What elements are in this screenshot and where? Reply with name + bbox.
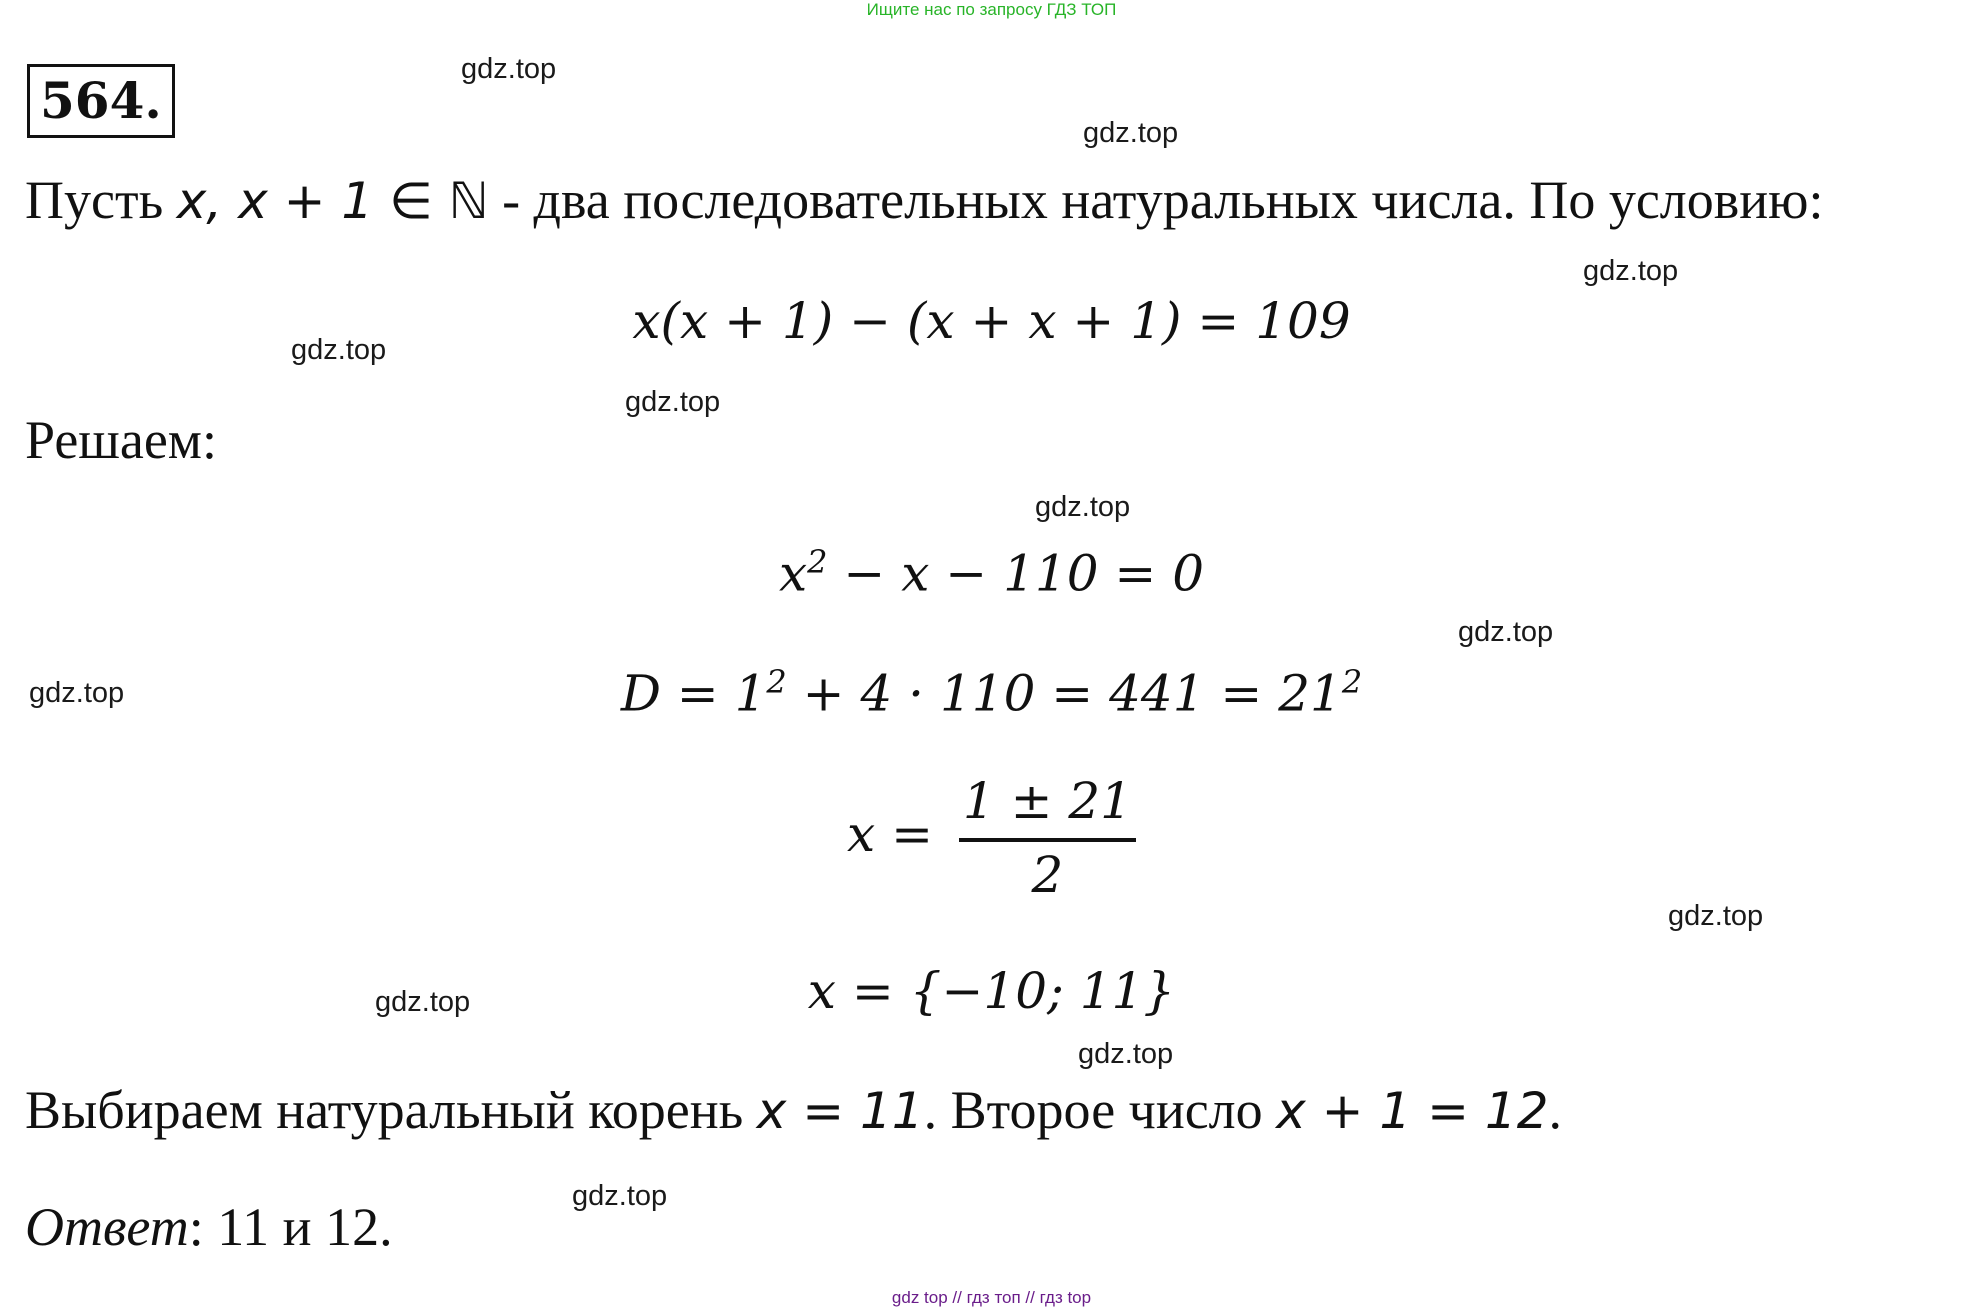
watermark: gdz.top xyxy=(572,1180,668,1212)
eq3-lhs: D = 1 xyxy=(620,664,767,723)
watermark: gdz.top xyxy=(291,334,387,366)
intro-suffix: - два последовательных натуральных числа. По условию: xyxy=(488,170,1824,230)
watermark: gdz.top xyxy=(1035,491,1131,523)
watermark: gdz.top xyxy=(29,677,125,709)
problem-number: 564. xyxy=(27,64,175,138)
equation-quadratic xyxy=(0,531,1983,605)
intro-line xyxy=(25,168,1823,233)
choose-math-2: x + 1 = 12 xyxy=(1276,1082,1549,1140)
solve-label: Решаем: xyxy=(25,410,217,470)
choose-suffix: . xyxy=(1548,1080,1563,1140)
watermark: gdz.top xyxy=(1458,616,1554,648)
choose-prefix: Выбираем натуральный корень xyxy=(25,1080,757,1140)
eq3-mid: + 4 · 110 = 441 = 21 xyxy=(786,664,1342,723)
choose-middle: . Второе число xyxy=(923,1080,1277,1140)
natural-set-symbol: ∈ ℕ xyxy=(373,172,489,230)
choose-math-1: x = 11 xyxy=(756,1082,924,1140)
fraction xyxy=(959,770,1136,906)
watermark: gdz.top xyxy=(1083,117,1179,149)
eq2-lhs: x xyxy=(778,544,808,603)
fraction-numerator: 1 ± 21 xyxy=(959,770,1136,842)
equation-condition: x(x + 1) − (x + x + 1) = 109 xyxy=(632,292,1351,350)
eq2-exponent: 2 xyxy=(807,543,828,581)
fraction-denominator: 2 xyxy=(1031,846,1064,904)
watermark: gdz.top xyxy=(1078,1038,1174,1070)
eq3-exponent-2: 2 xyxy=(1341,663,1363,701)
watermark: gdz.top xyxy=(375,986,471,1018)
intro-prefix: Пусть xyxy=(25,170,177,230)
eq2-rest: − x − 110 = 0 xyxy=(827,544,1205,603)
watermark: gdz.top xyxy=(625,386,721,418)
answer-line xyxy=(25,1195,393,1259)
intro-math: x, x + 1 xyxy=(176,172,374,230)
watermark: gdz.top xyxy=(461,53,557,85)
equation-discriminant xyxy=(0,651,1983,725)
eq3-exponent-1: 2 xyxy=(766,663,787,701)
choose-root-line xyxy=(25,1078,1562,1143)
bottom-banner: gdz top // гдз топ // гдз top xyxy=(891,1288,1092,1307)
top-banner: Ищите нас по запросу ГДЗ ТОП xyxy=(866,0,1117,19)
watermark: gdz.top xyxy=(1583,255,1679,287)
answer-text: : 11 и 12. xyxy=(188,1197,393,1257)
eq4-lhs: x = xyxy=(846,805,949,863)
answer-label: Ответ xyxy=(25,1197,189,1257)
watermark: gdz.top xyxy=(1668,900,1764,932)
equation-roots-formula xyxy=(0,770,1983,906)
equation-roots: x = {−10; 11} xyxy=(807,962,1176,1020)
